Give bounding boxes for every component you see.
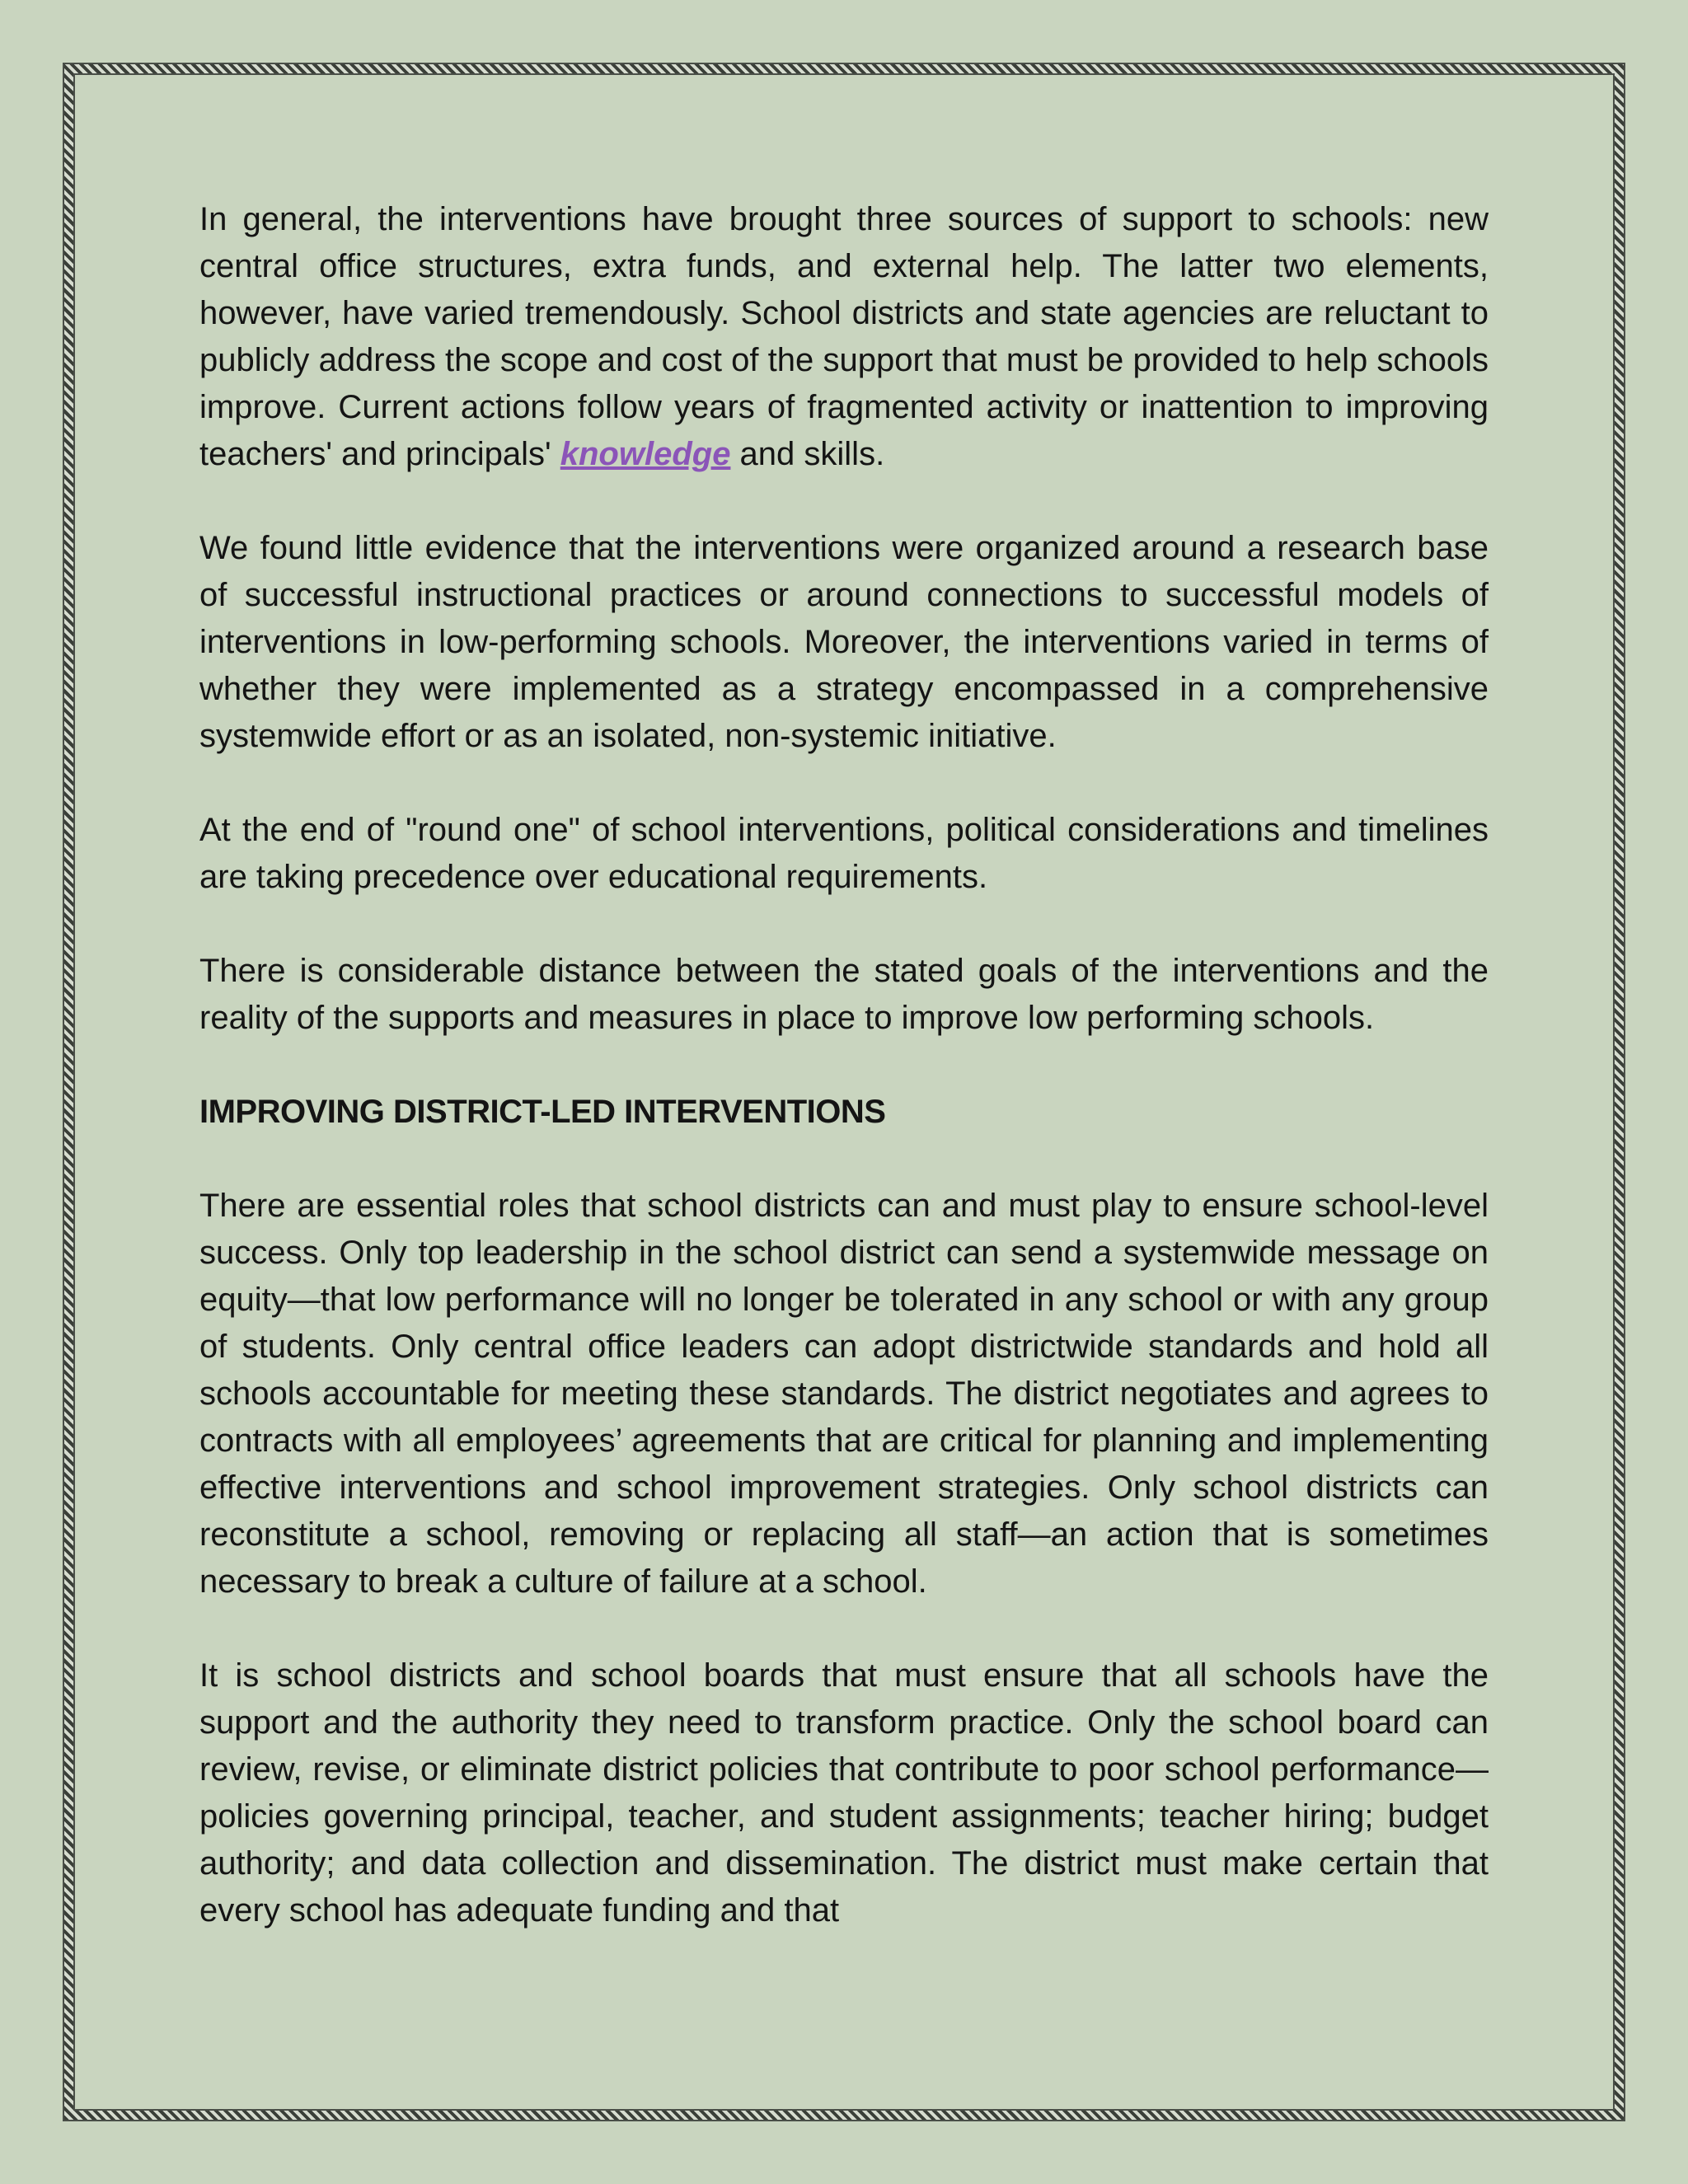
knowledge-link[interactable]: knowledge xyxy=(560,436,731,472)
paragraph-1-tail: and skills. xyxy=(730,436,885,472)
paragraph-2: We found little evidence that the interventions were organized around a research base of successful instructional practices or around connections to successful models of interventions in low-performing schools. Moreover, the interventions varied in terms of whether they were implemented as a strategy encompassed in a comprehensive systemwide effort or as an isolated, non-systemic initiative. xyxy=(199,530,1489,754)
paragraph-3: At the end of "round one" of school interventions, political considerations and timelines are taking precedence over educational requirements. xyxy=(199,812,1489,895)
paragraph-5: There are essential roles that school districts can and must play to ensure school-level success. Only top leadership in the school district can send a systemwide message on equity—that low performance will no longer be tolerated in any school or with any group of students. Only central office leaders can adopt districtwide standards and hold all schools accountable for meeting these standards. The district negotiates and agrees to contracts with all employees’ agreements that are critical for planning and implementing effective interventions and school improvement strategies. Only school districts can reconstitute a school, removing or replacing all staff—an action that is sometimes necessary to break a culture of failure at a school. xyxy=(199,1188,1489,1600)
section-heading: IMPROVING DISTRICT-LED INTERVENTIONS xyxy=(199,1094,886,1130)
paragraph-6: It is school districts and school boards that must ensure that all schools have the support and the authority they need to transform practice. Only the school board can review, revise, or eliminate district policies that contribute to poor school performance—policies governing principal, teacher, and student assignments; teacher hiring; budget authority; and data collection and dissemination. The district must make certain that every school has adequate funding and that xyxy=(199,1657,1489,1929)
paragraph-4: There is considerable distance between the stated goals of the interventions and the reality of the supports and measures in place to improve low performing schools. xyxy=(199,953,1489,1036)
paragraph-1 xyxy=(199,196,1489,478)
document-body xyxy=(199,196,1489,1981)
paragraph-1-text: In general, the interventions have brought three sources of support to schools: new central office structures, extra funds, and external help. The latter two elements, however, have varied tremendously. School districts and state agencies are reluctant to publicly address the scope and cost of the support that must be provided to help schools improve. Current actions follow years of fragmented activity or inattention to improving teachers' and principals' xyxy=(199,201,1489,472)
